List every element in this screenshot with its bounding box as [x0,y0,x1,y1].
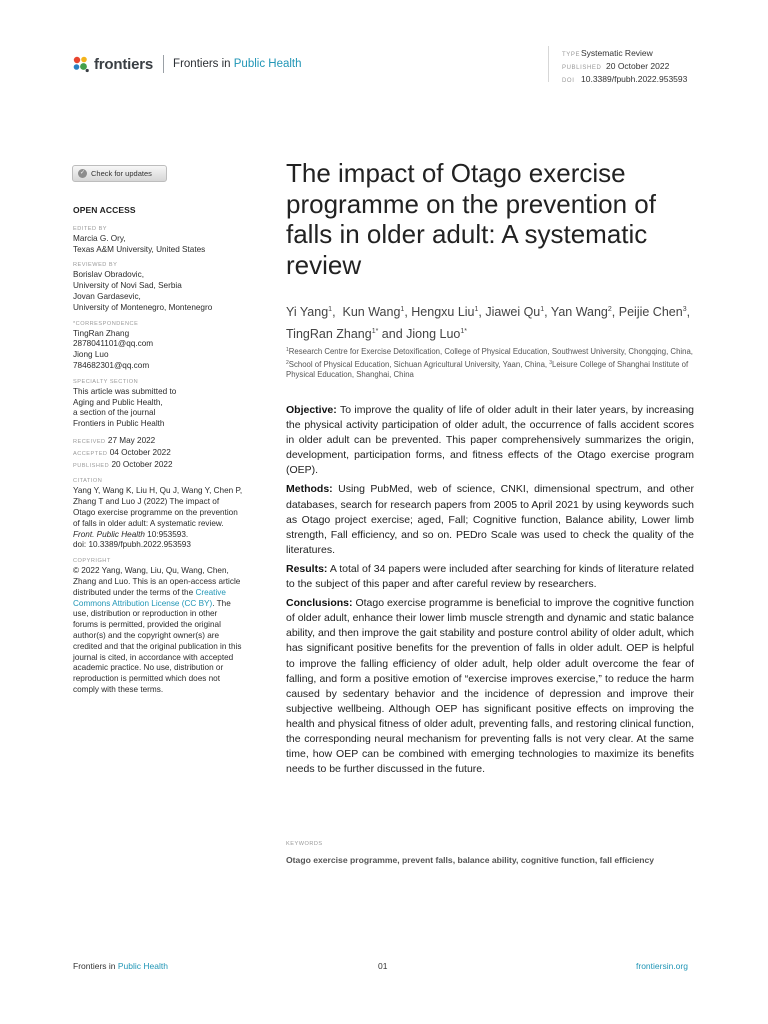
check-for-updates-label: Check for updates [91,169,152,178]
abstract-methods: Methods: Using PubMed, web of science, CNKI, dimensional spectrum, and other databases, search for research papers from 2005 to April 2021 by using keywords such as Otago project exercise; aged, Fall; Cognitive function, Balance ability, Lower limb strength, Fall efficiency, and so on. PEDro Scale was used to check the quality of the literatures. [286,483,694,556]
edited-by-label: EDITED BY [73,225,108,232]
abstract [286,403,694,781]
author[interactable]: Kun Wang$^1$ [342,305,405,319]
copyright-label: COPYRIGHT [73,558,111,565]
author[interactable]: TingRan Zhang$^{1*}$ [286,327,379,341]
reviewed-by-label: REVIEWED BY [73,262,118,269]
date-published: PUBLISHED 20 October 2022 [73,459,173,469]
copyright: © 2022 Yang, Wang, Liu, Qu, Wang, Chen, Zhang and Luo. This is an open-access article distributed under the terms of the Creative Commons Attribution License (CC BY). The use, distribution or reproduction in other forums is permitted, provided the original author(s) and the copyright owner(s) are credited and that the original publication in this journal is cited, in accordance with accepted academic practice. No use, distribution or reproduction is permitted which does not comply with these terms. [73,566,242,694]
correspondence-label: *CORRESPONDENCE [73,320,139,327]
update-check-icon: ✓ [79,170,86,176]
abstract-objective: Objective: To improve the quality of life of older adult in their later years, by increasing the physical activity participation of older adult, the occurrence of falls accident scores in older adult can be prevented. This paper comprehensively summarizes the origin, development, participation forms, and fitness effects of the Otago exercise program (OEP). [286,404,694,477]
author[interactable]: Peijie Chen$^3$ [618,305,687,319]
author[interactable]: Jiawei Qu$^1$ [485,305,545,319]
page-number: 01 [378,961,388,971]
meta-published: PUBLISHED 20 October 2022 [562,61,670,71]
reviewed-by: Borislav Obradovic, University of Novi Sad, Serbia Jovan Gardasevic, University of Montenegro, Montenegro [73,270,213,312]
author[interactable]: Yi Yang$^1$ [286,305,333,319]
correspondent-email[interactable]: 784682301@qq.com [73,360,150,370]
meta-type: TYPESystematic Review [562,48,653,58]
correspondence [73,329,243,372]
meta-divider [548,46,549,82]
specialty-section: This article was submitted to Aging and Public Health, a section of the journal Frontiers in Public Health [73,386,177,429]
date-accepted: ACCEPTED 04 October 2022 [73,447,171,457]
footer-journal: Frontiers in Public Health [73,961,168,971]
footer-site-link[interactable]: frontiersin.org [636,961,688,971]
article-dates [73,436,243,471]
citation-label: CITATION [73,478,103,485]
citation-doi[interactable]: doi: 10.3389/fpubh.2022.953593 [73,540,191,550]
correspondent-email[interactable]: 2878041101@qq.com [73,339,154,349]
open-access-label: OPEN ACCESS [73,205,136,215]
journal-name: Frontiers in Public Health [173,58,302,70]
correspondent-name: TingRan Zhang [73,328,130,338]
journal-brand [72,54,302,74]
abstract-results: Results: A total of 34 papers were included after searching for kinds of literature related to the subject of this paper and after careful review by researchers. [286,562,694,591]
keywords: Otago exercise programme, prevent falls, balance ability, cognitive function, fall efficiency [286,855,655,865]
license-link[interactable]: Creative Commons Attribution License (CC BY) [73,587,226,608]
citation: Yang Y, Wang K, Liu H, Qu J, Wang Y, Chen P, Zhang T and Luo J (2022) The impact of Otago exercise programme on the prevention of falls in older adult: A systematic review. Front. Public Health 10:953593. doi: 10.3389/fpubh.2022.953593 [73,486,243,550]
author[interactable]: Hengxu Liu$^1$ [411,305,479,319]
affiliations: $^1$Research Centre for Exercise Detoxification, College of Physical Education, Southwest University, Chongqing, China, $^2$School of Physical Education, Sichuan Agricultural University, Yaan, China, $^3$Leisure College of Shanghai Institute of Physical Education, Shanghai, China [286,347,693,380]
date-received: RECEIVED 27 May 2022 [73,435,156,445]
article-meta [562,48,687,87]
correspondent-name: Jiong Luo [73,350,109,360]
keywords-label: KEYWORDS [286,841,323,847]
article-title: The impact of Otago exercise programme on the prevention of falls in older adult: A systematic review [286,158,656,280]
brand-divider [163,55,164,73]
author[interactable]: Jiong Luo$^{1*}$ [406,327,467,341]
abstract-conclusions: Conclusions: Otago exercise programme is beneficial to improve the cognitive function of older adult, enhance their lower limb muscle strength and dynamic and static balance ability, and then improve the gait stability and posture control ability of older adult, which has significant positive benefits for the prevention of falls in older adult. OEP is helpful to improve the falling efficiency of older adult, help older adult overcome the fear of falling, and form a positive emotion of “exercise improves exercise,” to reduce the harm caused by sedentary behavior and the incidence of depression and improve their subjective wellbeing. Although OEP has significant positive effects on improving the health and physical fitness of older adult, preventing falls, and restoring clinical function, the corresponding neural mechanism for preventing falls is not very clear. At the same time, how OEP can be combined with emerging technologies to maximize its benefits needs to be further discussed in the future. [286,597,694,776]
edited-by: Marcia G. Ory, Texas A&M University, United States [73,233,206,254]
author-list: Yi Yang$^1$, Kun Wang$^1$, Hengxu Liu$^1$, Jiawei Qu$^1$, Yan Wang$^2$, Peijie Chen$^3$, TingRan Zhang$^{1*}$ and Jiong Luo$^{1*}$ [286,305,691,341]
frontiers-logo-icon [72,55,90,73]
article-sidebar [73,205,243,696]
meta-doi[interactable]: DOI 10.3389/fpubh.2022.953593 [562,74,688,84]
specialty-section-label: SPECIALTY SECTION [73,378,139,385]
check-for-updates-button[interactable] [72,165,167,182]
author[interactable]: Yan Wang$^2$ [550,305,612,319]
brand-name: frontiers [94,55,154,73]
